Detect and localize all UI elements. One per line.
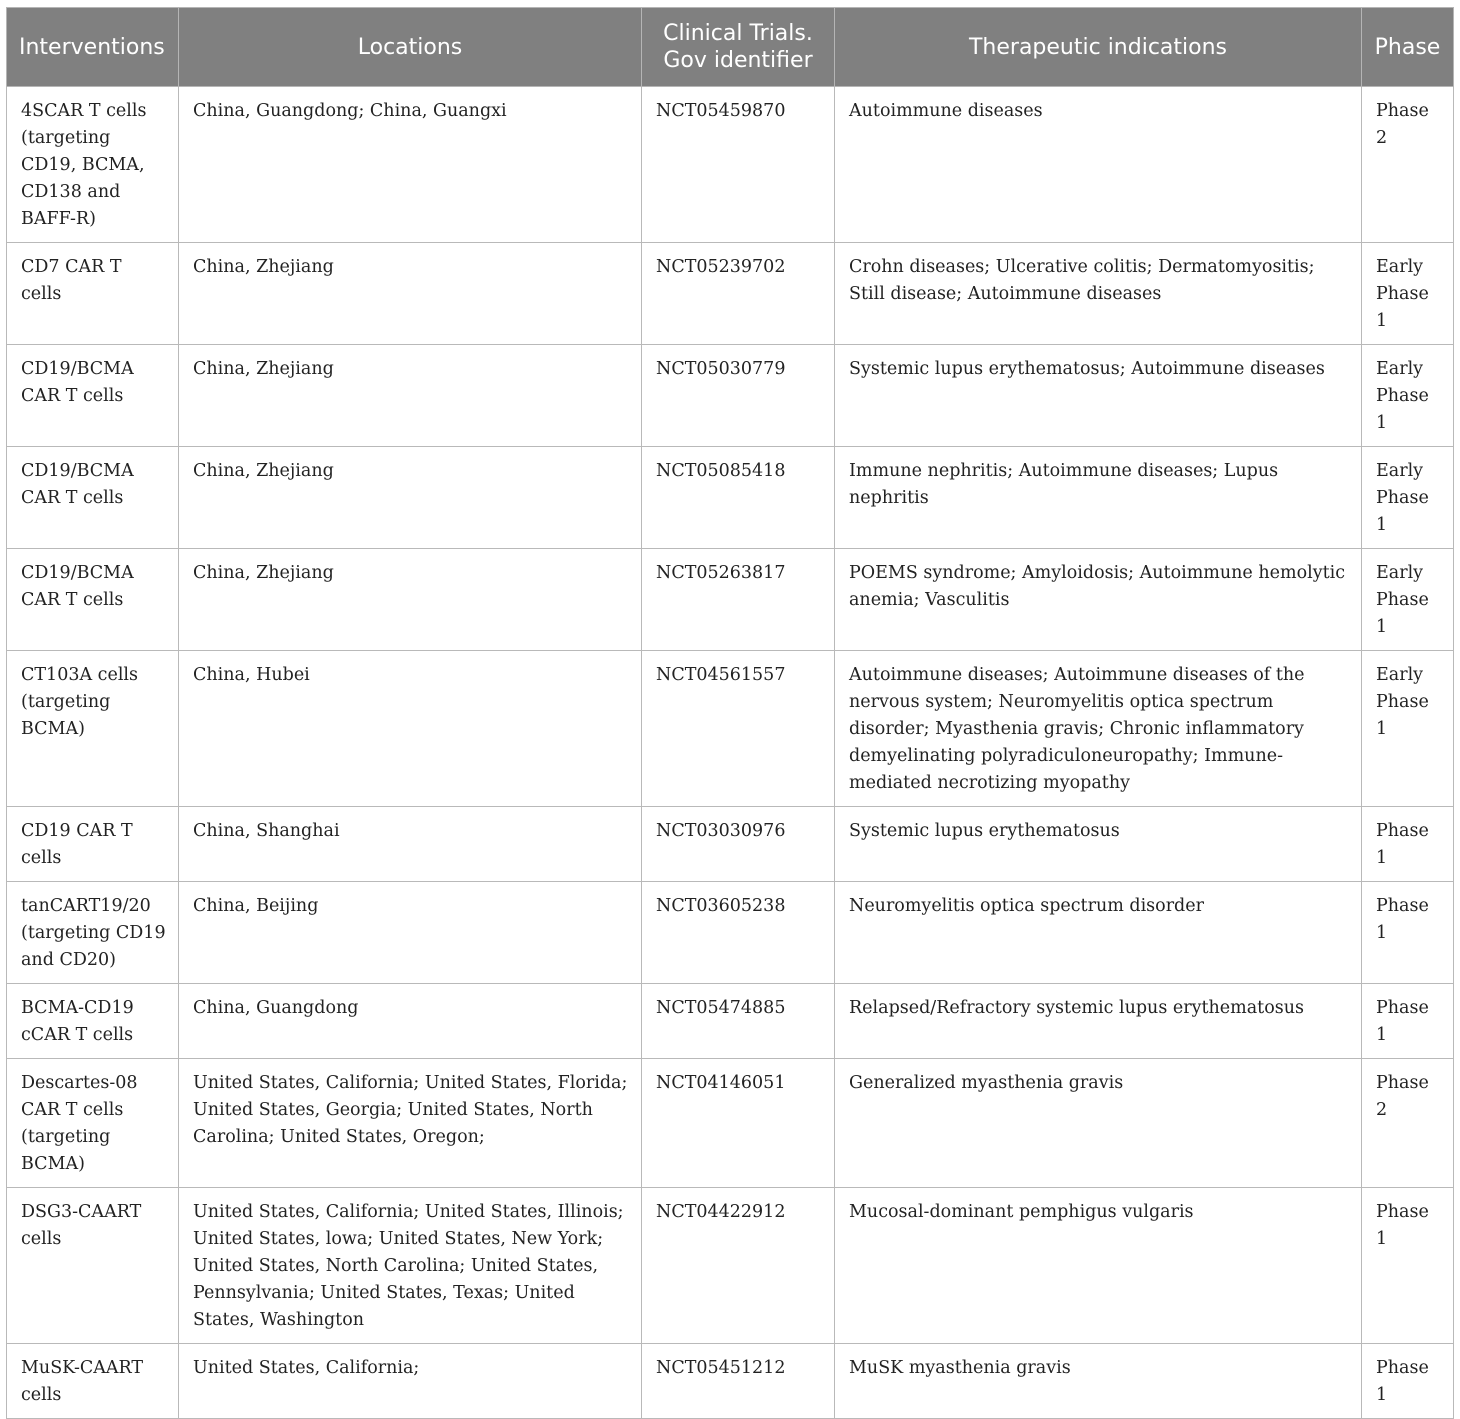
- cell-locations: China, Hubei: [179, 651, 642, 807]
- table-row: [7, 882, 1454, 984]
- table-row: [7, 447, 1454, 549]
- cell-locations: China, Guangdong; China, Guangxi: [179, 87, 642, 243]
- cell-intervention: CD7 CAR T cells: [7, 243, 179, 345]
- cell-indications: Crohn diseases; Ulcerative colitis; Dermatomyositis; Still disease; Autoimmune diseases: [835, 243, 1362, 345]
- cell-intervention: tanCART19/20 (targeting CD19 and CD20): [7, 882, 179, 984]
- cell-indications: Autoimmune diseases; Autoimmune diseases of the nervous system; Neuromyelitis optica spectrum disorder; Myasthenia gravis; Chronic inflammatory demyelinating polyradiculoneuropathy; Immune-mediated necrotizing myopathy: [835, 651, 1362, 807]
- header-interventions: Interventions: [7, 8, 179, 87]
- cell-phase: Phase 1: [1362, 984, 1454, 1059]
- cell-identifier: NCT05263817: [642, 549, 835, 651]
- cell-phase: Phase 1: [1362, 1344, 1454, 1419]
- cell-identifier: NCT05451212: [642, 1344, 835, 1419]
- cell-phase: Phase 1: [1362, 807, 1454, 882]
- table-row: [7, 984, 1454, 1059]
- cell-intervention: DSG3-CAART cells: [7, 1188, 179, 1344]
- cell-phase: Early Phase 1: [1362, 447, 1454, 549]
- table-body: [7, 87, 1454, 1419]
- cell-locations: China, Zhejiang: [179, 345, 642, 447]
- cell-indications: MuSK myasthenia gravis: [835, 1344, 1362, 1419]
- table-row: [7, 243, 1454, 345]
- table-row: [7, 1188, 1454, 1344]
- cell-intervention: BCMA-CD19 cCAR T cells: [7, 984, 179, 1059]
- cell-identifier: NCT03030976: [642, 807, 835, 882]
- header-phase: Phase: [1362, 8, 1454, 87]
- cell-phase: Early Phase 1: [1362, 243, 1454, 345]
- cell-phase: Early Phase 1: [1362, 651, 1454, 807]
- cell-locations: China, Zhejiang: [179, 243, 642, 345]
- cell-indications: Autoimmune diseases: [835, 87, 1362, 243]
- cell-identifier: NCT04422912: [642, 1188, 835, 1344]
- cell-identifier: NCT04146051: [642, 1059, 835, 1188]
- table-row: [7, 651, 1454, 807]
- cell-identifier: NCT05474885: [642, 984, 835, 1059]
- table-header: [7, 8, 1454, 87]
- header-row: [7, 8, 1454, 87]
- cell-identifier: NCT03605238: [642, 882, 835, 984]
- cell-locations: China, Zhejiang: [179, 447, 642, 549]
- cell-intervention: CD19/BCMA CAR T cells: [7, 447, 179, 549]
- cell-phase: Early Phase 1: [1362, 549, 1454, 651]
- clinical-trials-table: [6, 7, 1454, 1419]
- cell-intervention: CD19 CAR T cells: [7, 807, 179, 882]
- cell-locations: United States, California;: [179, 1344, 642, 1419]
- cell-locations: United States, California; United States, Florida; United States, Georgia; United States, North Carolina; United States, Oregon;: [179, 1059, 642, 1188]
- cell-indications: Relapsed/Refractory systemic lupus erythematosus: [835, 984, 1362, 1059]
- cell-identifier: NCT05030779: [642, 345, 835, 447]
- cell-indications: Immune nephritis; Autoimmune diseases; Lupus nephritis: [835, 447, 1362, 549]
- cell-intervention: CD19/BCMA CAR T cells: [7, 345, 179, 447]
- cell-indications: Systemic lupus erythematosus; Autoimmune diseases: [835, 345, 1362, 447]
- cell-indications: Systemic lupus erythematosus: [835, 807, 1362, 882]
- cell-intervention: CD19/BCMA CAR T cells: [7, 549, 179, 651]
- table-row: [7, 1059, 1454, 1188]
- cell-intervention: Descartes-08 CAR T cells (targeting BCMA): [7, 1059, 179, 1188]
- cell-identifier: NCT04561557: [642, 651, 835, 807]
- cell-identifier: NCT05239702: [642, 243, 835, 345]
- cell-phase: Early Phase 1: [1362, 345, 1454, 447]
- table-row: [7, 345, 1454, 447]
- cell-phase: Phase 2: [1362, 1059, 1454, 1188]
- cell-intervention: 4SCAR T cells (targeting CD19, BCMA, CD138 and BAFF-R): [7, 87, 179, 243]
- table-row: [7, 807, 1454, 882]
- cell-locations: China, Guangdong: [179, 984, 642, 1059]
- cell-intervention: CT103A cells (targeting BCMA): [7, 651, 179, 807]
- cell-locations: China, Shanghai: [179, 807, 642, 882]
- cell-phase: Phase 1: [1362, 1188, 1454, 1344]
- clinical-trials-table-container: [6, 7, 1453, 1419]
- cell-locations: China, Zhejiang: [179, 549, 642, 651]
- cell-phase: Phase 2: [1362, 87, 1454, 243]
- table-row: [7, 549, 1454, 651]
- table-row: [7, 87, 1454, 243]
- cell-identifier: NCT05085418: [642, 447, 835, 549]
- header-identifier: Clinical Trials. Gov identifier: [642, 8, 835, 87]
- cell-indications: POEMS syndrome; Amyloidosis; Autoimmune hemolytic anemia; Vasculitis: [835, 549, 1362, 651]
- header-indications: Therapeutic indications: [835, 8, 1362, 87]
- cell-phase: Phase 1: [1362, 882, 1454, 984]
- cell-identifier: NCT05459870: [642, 87, 835, 243]
- cell-locations: China, Beijing: [179, 882, 642, 984]
- cell-indications: Neuromyelitis optica spectrum disorder: [835, 882, 1362, 984]
- cell-intervention: MuSK-CAART cells: [7, 1344, 179, 1419]
- table-row: [7, 1344, 1454, 1419]
- cell-indications: Generalized myasthenia gravis: [835, 1059, 1362, 1188]
- cell-locations: United States, California; United States, Illinois; United States, lowa; United States, New York; United States, North Carolina; United States, Pennsylvania; United States, Texas; United States, Washington: [179, 1188, 642, 1344]
- header-locations: Locations: [179, 8, 642, 87]
- cell-indications: Mucosal-dominant pemphigus vulgaris: [835, 1188, 1362, 1344]
